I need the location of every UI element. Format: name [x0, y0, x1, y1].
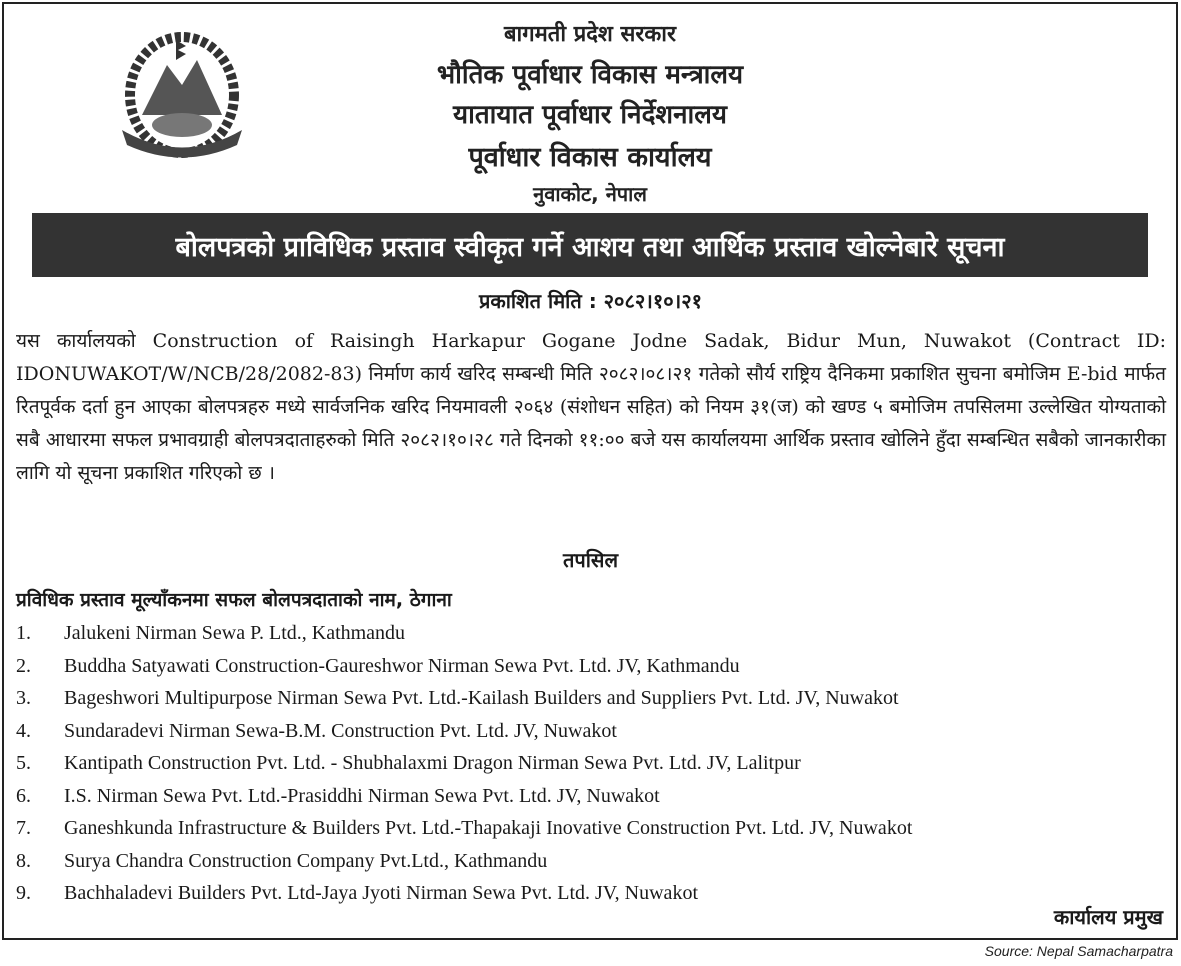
bidder-name: Sundaradevi Nirman Sewa-B.M. Construction Pvt. Ltd. JV, Nuwakot [64, 719, 617, 742]
item-number: 4. [16, 719, 31, 742]
published-date: प्रकाशित मिति : २०८२।१०।२१ [478, 289, 703, 313]
item-number: 2. [16, 654, 31, 677]
signature-office-chief: कार्यालय प्रमुख [1053, 905, 1163, 929]
nepal-emblem-logo [112, 30, 252, 160]
bidder-name: Kantipath Construction Pvt. Ltd. - Shubhalaxmi Dragon Nirman Sewa Pvt. Ltd. JV, Lalitpur [64, 752, 801, 774]
notice-title-bar [32, 213, 1148, 277]
bidder-name: Buddha Satyawati Construction-Gaureshwor Nirman Sewa Pvt. Ltd. JV, Kathmandu [64, 654, 740, 677]
list-item [16, 716, 912, 749]
list-item [16, 618, 912, 651]
item-number: 8. [16, 849, 31, 872]
header-location: नुवाकोट, नेपाल [533, 182, 647, 206]
source-credit: Source: Nepal Samacharpatra [984, 943, 1173, 959]
header-ministry: भौतिक पूर्वाधार विकास मन्त्रालय [436, 60, 744, 90]
header-province: बागमती प्रदेश सरकार [504, 22, 676, 47]
item-number: 1. [16, 622, 31, 644]
notice-title: बोलपत्रको प्राविधिक प्रस्ताव स्वीकृत गर्ने आशय तथा आर्थिक प्रस्ताव खोल्नेबारे सूचना [175, 231, 1005, 263]
header-office: पूर्वाधार विकास कार्यालय [468, 142, 712, 173]
list-item [16, 813, 912, 846]
bidder-name: Surya Chandra Construction Company Pvt.Ltd., Kathmandu [64, 849, 548, 872]
list-item [16, 781, 912, 814]
bidder-list [16, 618, 912, 911]
list-item [16, 651, 912, 684]
item-number: 6. [16, 784, 31, 807]
bidder-name: I.S. Nirman Sewa Pvt. Ltd.-Prasiddhi Nirman Sewa Pvt. Ltd. JV, Nuwakot [64, 784, 660, 807]
header-directorate: यातायात पूर्वाधार निर्देशनालय [453, 100, 727, 130]
schedule-heading: तपसिल [562, 548, 619, 572]
item-number: 5. [16, 752, 31, 774]
notice-body: यस कार्यालयको Construction of Raisingh Harkapur Gogane Jodne Sadak, Bidur Mun, Nuwakot (Contract ID: IDONUWAKOT/W/NCB/28/2082-83) निर्माण कार्य खरिद सम्बन्धी मिति २०८२।०८।२१ गतेको सौर्य राष्ट्रिय दैनिकमा प्रकाशित सुचना बमोजिम E-bid मार्फत रितपूर्वक दर्ता हुन आएका बोलपत्रहरु मध्ये सार्वजनिक खरिद नियमावली २०६४ (संशोधन सहित) को नियम ३१(ज) को खण्ड ५ बमोजिम तपसिलमा उल्लेखित योग्यताको सबै आधारमा सफल प्रभावग्राही बोलपत्रदाताहरुको मिति २०८२।१०।२८ गते दिनको ११:०० बजे यस कार्यालयमा आर्थिक प्रस्ताव खोलिने हुँदा सम्बन्धित सबैको जानकारीका लागि यो सूचना प्रकाशित गरिएको छ । [16, 330, 1166, 484]
list-item [16, 748, 912, 781]
bidder-name: Jalukeni Nirman Sewa P. Ltd., Kathmandu [64, 622, 406, 644]
item-number: 3. [16, 687, 31, 709]
bidder-name: Ganeshkunda Infrastructure & Builders Pvt. Ltd.-Thapakaji Inovative Construction Pvt. Ltd. JV, Nuwakot [64, 817, 913, 839]
list-item [16, 683, 912, 716]
item-number: 9. [16, 882, 31, 904]
bidder-list-heading: प्रविधिक प्रस्ताव मूल्याँकनमा सफल बोलपत्रदाताको नाम, ठेगाना [16, 589, 452, 611]
list-item [16, 878, 912, 911]
item-number: 7. [16, 817, 31, 839]
bidder-name: Bageshwori Multipurpose Nirman Sewa Pvt. Ltd.-Kailash Builders and Suppliers Pvt. Ltd. JV, Nuwakot [64, 687, 899, 709]
list-item [16, 846, 912, 879]
bidder-name: Bachhaladevi Builders Pvt. Ltd-Jaya Jyoti Nirman Sewa Pvt. Ltd. JV, Nuwakot [64, 882, 698, 904]
